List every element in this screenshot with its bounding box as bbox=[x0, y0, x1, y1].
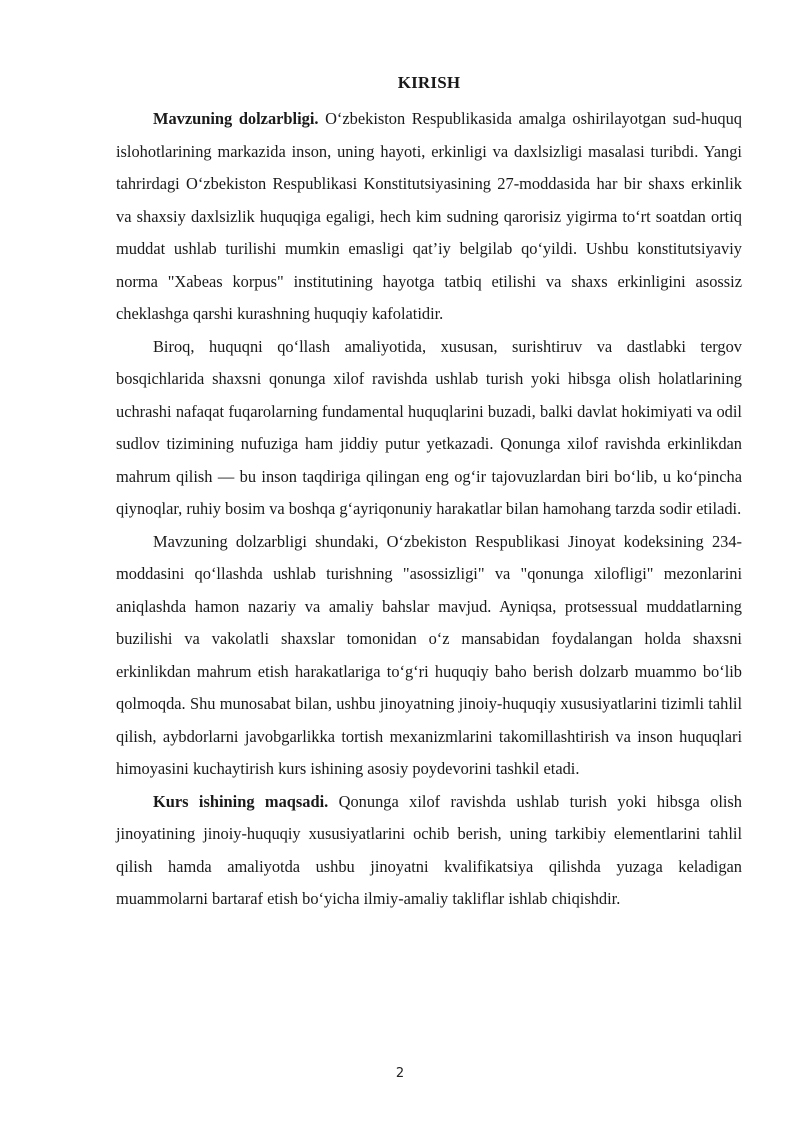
paragraph-lead-goal: Kurs ishining maqsadi. bbox=[153, 791, 329, 811]
section-heading: KIRISH bbox=[397, 73, 461, 92]
paragraph-text: O‘zbekiston Respublikasida amalga oshirilayotgan sud-huquq islohotlarining markazida inson, uning hayoti, erkinligi va daxlsizligi masalasi turibdi. Yangi tahrirdagi O‘zbekiston Respublikasi Konstitutsiyasining 27-moddasida har bir shaxs erkinlik va shaxsiy daxlsizlik huquqiga egaligi, hech kim sudning qarorisiz yigirma to‘rt soatdan ortiq muddat ushlab turilishi mumkin emasligi qat’iy belgilab qo‘yildi. Ushbu konstitutsiyaviy norma "Xabeas korpus" institutining hayotga tatbiq etilishi va shaxs erkinligini asossiz cheklashga qarshi kurashning huquqiy kafolatidir. bbox=[116, 109, 742, 323]
page-number: 2 bbox=[395, 1066, 405, 1081]
paragraph-relevance-detail bbox=[116, 526, 742, 786]
paragraph-text: Qonunga xilof ravishda ushlab turish yoki hibsga olish jinoyatining jinoiy-huquqiy xususiyatlarini ochib berish, uning tarkibiy elementlarini tahlil qilish hamda amaliyotda ushbu jinoyatni kvalifikatsiya qilishda yuzaga keladigan muammolarni bartaraf etish bo‘yicha ilmiy-amaliy takliflar ishlab chiqishdir. bbox=[116, 791, 743, 908]
paragraph-practice bbox=[116, 331, 742, 526]
paragraph-goal bbox=[116, 786, 742, 916]
paragraph-lead-relevance: Mavzuning dolzarbligi. bbox=[153, 109, 319, 128]
paragraph-text: Mavzuning dolzarbligi shundaki, O‘zbekiston Respublikasi Jinoyat kodeksining 234-moddasini qo‘llashda ushlab turishning "asossizligi" va "qonunga xilofligi" mezonlarini aniqlashda hamon nazariy va amaliy bahslar mavjud. Ayniqsa, protsessual muddatlarning buzilishi va vakolatli shaxslar tomonidan o‘z mansabidan foydalangan holda shaxsni erkinlikdan mahrum etish harakatlariga to‘g‘ri huquqiy baho berish dolzarb muammo bo‘lib qolmoqda. Shu munosabat bilan, ushbu jinoyatning jinoiy-huquqiy xususiyatlarini tizimli tahlil qilish, aybdorlarni javobgarlikka tortish mexanizmlarini takomillashtirish va inson huquqlari himoyasini kuchaytirish kurs ishining asosiy poydevorini tashkil etadi. bbox=[116, 531, 742, 778]
paragraph-relevance bbox=[116, 103, 742, 331]
document-page bbox=[116, 72, 742, 916]
paragraph-text: Biroq, huquqni qo‘llash amaliyotida, xususan, surishtiruv va dastlabki tergov bosqichlarida shaxsni qonunga xilof ravishda ushlab turish yoki hibsga olish holatlarining uchrashi nafaqat fuqarolarning fundamental huquqlarini buzadi, balki davlat hokimiyati va odil sudlov tizimining nufuziga ham jiddiy putur yetkazadi. Qonunga xilof ravishda erkinlikdan mahrum qilish — bu inson taqdiriga qilingan eng og‘ir tajovuzlardan biri bo‘lib, u ko‘pincha qiynoqlar, ruhiy bosim va boshqa g‘ayriqonuniy harakatlar bilan hamohang tarzda sodir etiladi. bbox=[116, 336, 742, 518]
